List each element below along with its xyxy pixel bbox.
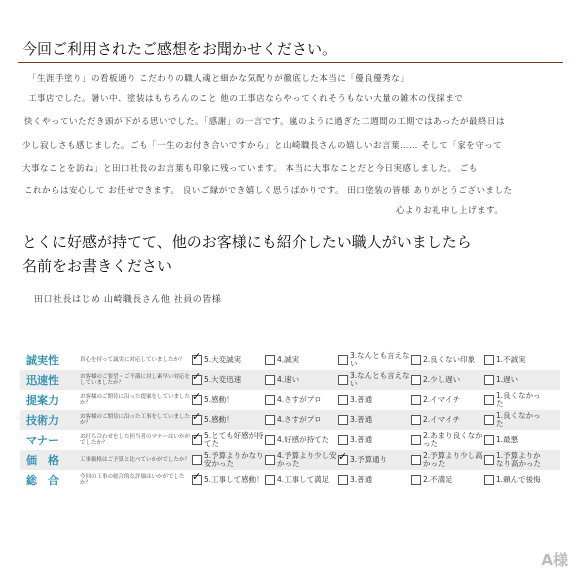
checkbox[interactable] [411,455,421,465]
rating-option[interactable] [411,475,484,485]
checkbox[interactable] [411,395,421,405]
checkbox[interactable] [484,475,494,485]
handwritten-line: 少し寂しさも感じました。ごも「一生のお付き合いですから」と山崎職長さんの嬉しいお言葉…… そして「家を守って [22,141,503,151]
ratings-table [20,350,560,490]
rating-category: 誠実性 [26,354,59,367]
rating-option[interactable] [484,412,544,428]
checkbox[interactable] [338,375,348,385]
rating-option[interactable] [484,475,544,485]
option-label: 3.なんとも言えない [350,351,410,368]
customer-mark: A様 [541,551,568,569]
rating-option[interactable] [192,412,265,428]
checkbox[interactable] [338,475,348,485]
option-label: 5.感動！ [204,395,234,404]
rating-option[interactable] [192,475,265,485]
checkbox[interactable] [192,395,202,405]
rating-option[interactable] [484,352,544,368]
rating-option[interactable] [265,372,338,388]
handwritten-line: これからは安心して お任せできます。 良いご縁ができ嬉しく思うばかりです。 田口塗装の皆様 ありがとうございました [24,186,513,196]
rating-category: 総 合 [26,474,59,487]
rating-option[interactable] [265,352,338,368]
rating-question: お客様のご要望・ご不満に対し素早い対応をしていましたか？ [80,373,191,386]
checkbox[interactable] [192,415,202,425]
rating-question: お打ち合わせをした担当者のマナーはいかがでしたか？ [80,433,191,446]
handwritten-line: 快くやっていただき頭が下がる思いでした。「感謝」の一言です。嵐のように過ぎた二週間の工期ではあったが最終日は [24,117,505,127]
rating-option[interactable] [265,432,338,448]
rating-row [20,410,560,430]
option-label: 1.最悪 [496,435,519,444]
handwritten-line: 心よりお礼申し上げます。 [396,206,504,216]
rating-option[interactable] [338,412,411,428]
rating-option[interactable] [265,392,338,408]
option-label: 2.イマイチ [423,395,461,404]
checkbox[interactable] [192,355,202,365]
option-label: 5.大変誠実 [204,355,242,364]
checkbox[interactable] [484,415,494,425]
rating-option[interactable] [192,432,265,448]
checkbox[interactable] [484,375,494,385]
rating-option[interactable] [265,452,338,468]
rating-option[interactable] [192,392,265,408]
option-label: 1.遅い [496,375,519,384]
checkbox[interactable] [265,415,275,425]
checkbox[interactable] [265,375,275,385]
option-label: 2.予算より少し高かった [423,451,483,468]
option-label: 3.なんとも言えない [350,371,410,388]
handwritten-staff-names: 田口社長はじめ 山崎職長さん他 社員の皆様 [34,295,222,305]
rating-row [20,370,560,390]
checkbox[interactable] [265,355,275,365]
heading-underline [18,62,563,63]
checkbox[interactable] [192,475,202,485]
rating-option[interactable] [484,392,544,408]
option-label: 5.大変迅速 [204,375,242,384]
rating-option[interactable] [411,432,484,448]
option-label: 2.少し遅い [423,375,461,384]
checkbox[interactable] [338,415,348,425]
checkbox[interactable] [484,455,494,465]
checkbox[interactable] [265,435,275,445]
rating-option[interactable] [411,452,484,468]
rating-option[interactable] [265,412,338,428]
option-label: 2.良くない印象 [423,355,476,364]
rating-option[interactable] [192,372,265,388]
checkbox[interactable] [484,395,494,405]
rating-option[interactable] [338,432,411,448]
option-label: 3.普通 [350,435,373,444]
rating-row [20,430,560,450]
rating-category: 提案力 [26,394,59,407]
option-label: 5.とても好感が持てた [204,431,264,448]
rating-option[interactable] [411,392,484,408]
option-label: 4.速い [277,375,300,384]
rating-category: 技術力 [26,414,59,427]
checkbox[interactable] [338,455,348,465]
checkbox[interactable] [338,435,348,445]
checkbox[interactable] [265,455,275,465]
rating-option[interactable] [484,372,544,388]
rating-question: 工事価格はご予算と比べていかがでしたか？ [80,456,191,463]
rating-row [20,450,560,470]
rating-option[interactable] [411,352,484,368]
checkbox[interactable] [411,375,421,385]
rating-option[interactable] [484,452,544,468]
option-label: 2.あまり良くなかった [423,431,483,448]
handwritten-line: 工事店でした。暑い中、塗装はもちろんのこと 他の工事店ならやってくれそうもない大量の雑木の伐採まで [28,94,464,104]
checkbox[interactable] [484,435,494,445]
option-label: 3.普通 [350,415,373,424]
rating-category: 迅速性 [26,374,59,387]
option-label: 2.イマイチ [423,415,461,424]
option-label: 1.不誠実 [496,355,526,364]
option-label: 1.頼んで後悔 [496,475,541,484]
option-label: 2.不満足 [423,475,453,484]
option-label: 3.普通 [350,395,373,404]
option-label: 5.予算よりかなり安かった [204,451,264,468]
option-label: 1.良くなかった [496,391,541,408]
rating-option[interactable] [265,475,338,485]
checkbox[interactable] [265,395,275,405]
checkbox[interactable] [338,395,348,405]
rating-option[interactable] [192,452,265,468]
option-label: 3.普通 [350,475,373,484]
rating-question: お客様のご期待に沿った工事をしていましたか？ [80,413,191,426]
staff-heading-line1: とくに好感が持てて、他のお客様にも紹介したい職人がいましたら [22,233,472,251]
checkbox[interactable] [192,455,202,465]
feedback-heading: 今回ご利用されたご感想をお聞かせください。 [22,40,338,58]
rating-question: 真心を持って誠実に対応していましたか？ [80,356,185,363]
rating-row [20,470,560,490]
rating-row [20,350,560,370]
rating-option[interactable] [338,372,411,388]
rating-option[interactable] [338,452,411,468]
option-label: 4.さすがプロ [277,395,322,404]
rating-option[interactable] [338,392,411,408]
checkbox[interactable] [411,475,421,485]
rating-option[interactable] [338,475,411,485]
staff-heading-line2: 名前をお書きください [22,257,173,275]
option-label: 5.工事して感動！ [204,475,264,484]
option-label: 1.良くなかった [496,411,541,428]
checkbox[interactable] [338,355,348,365]
handwritten-line: 「生涯手塗り」の看板通り こだわりの職人魂と細かな気配りが徹底した本当に「優良優秀な」 [28,74,410,84]
option-label: 4.予算より少し安かった [277,451,337,468]
checkbox[interactable] [411,355,421,365]
option-label: 4.誠実 [277,355,300,364]
checkbox[interactable] [411,435,421,445]
rating-question: お客様のご期待に沿った提案をしていましたか？ [80,393,191,406]
checkbox[interactable] [411,415,421,425]
checkbox[interactable] [192,375,202,385]
option-label: 3.予算通り [350,455,388,464]
checkbox[interactable] [484,355,494,365]
rating-option[interactable] [192,352,265,368]
option-label: 4.工事して満足 [277,475,330,484]
checkbox[interactable] [265,475,275,485]
checkbox[interactable] [192,435,202,445]
handwritten-line: 大事なことを訪ね」と田口社長のお言葉も印象に残っています。 本当に大事なことだと今日実感しました。 ごも [22,164,478,174]
option-label: 1.予算よりかなり高かった [496,451,541,468]
rating-category: マナー [26,434,59,447]
option-label: 4.さすがプロ [277,415,322,424]
rating-category: 価 格 [26,454,59,467]
option-label: 4.好感が持てた [277,435,330,444]
rating-option[interactable] [411,412,484,428]
rating-option[interactable] [338,352,411,368]
option-label: 5.感動！ [204,415,234,424]
rating-option[interactable] [484,432,544,448]
rating-option[interactable] [411,372,484,388]
rating-row [20,390,560,410]
rating-question: 今回の工事の総合的な評価はいかがでしたか？ [80,473,185,486]
